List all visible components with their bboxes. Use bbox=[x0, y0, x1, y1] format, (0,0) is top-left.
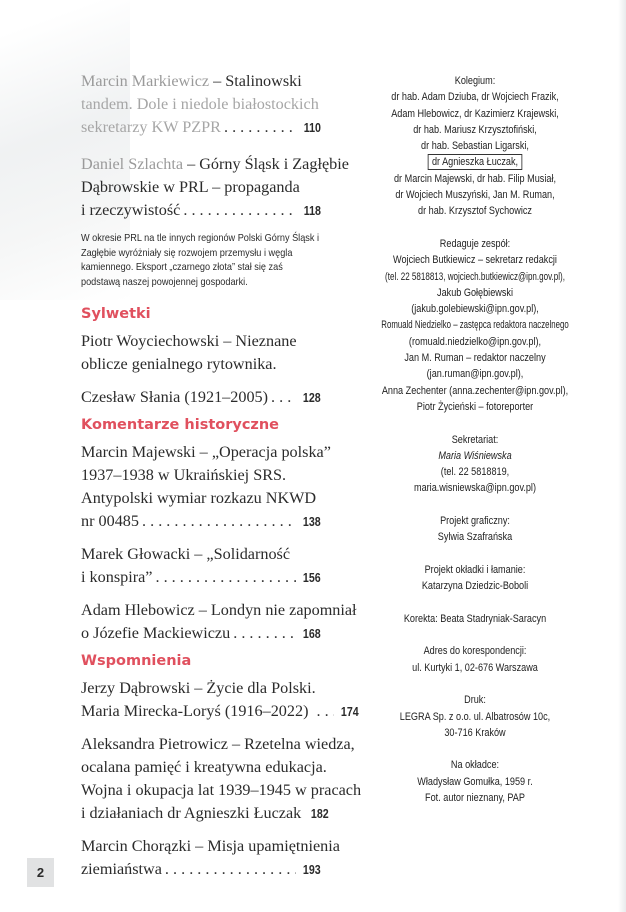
toc-title-line: oblicze genialnego rytownika. bbox=[81, 355, 277, 373]
toc-title-line: ziemiaństwa bbox=[81, 860, 162, 878]
masthead-line: dr hab. Mariusz Krzysztofiński, bbox=[413, 123, 537, 136]
masthead-korekta bbox=[345, 611, 605, 627]
masthead-druk bbox=[345, 692, 605, 741]
toc-page-number: 174 bbox=[341, 704, 360, 719]
toc-title-line: Wojna i okupacja lat 1939–1945 w pracach bbox=[81, 781, 362, 799]
toc-title-line: o Józefie Mackiewiczu bbox=[81, 624, 231, 642]
masthead-line: Korekta: Beata Stadryniak-Saracyn bbox=[403, 612, 547, 625]
page-edge-shadow bbox=[618, 0, 626, 912]
masthead-kolegium bbox=[345, 73, 605, 220]
masthead-heading: Druk: bbox=[464, 694, 486, 707]
toc-entry[interactable] bbox=[81, 441, 331, 533]
masthead-adres bbox=[345, 643, 605, 676]
toc-title-line: Czesław Słania (1921–2005) bbox=[81, 388, 269, 406]
toc-author: Marcin Markiewicz bbox=[81, 72, 210, 90]
page-number: 2 bbox=[27, 858, 54, 887]
masthead-heading: Adres do korespondencji: bbox=[423, 645, 527, 658]
masthead-line: dr Wojciech Muszyński, Jan M. Ruman, bbox=[395, 189, 555, 202]
masthead-heading: Na okładce: bbox=[450, 759, 500, 772]
masthead bbox=[345, 73, 605, 823]
toc-entry[interactable] bbox=[81, 599, 357, 645]
leader-dots bbox=[155, 566, 296, 589]
toc-title-line: Jerzy Dąbrowski – Życie dla Polski. bbox=[81, 679, 316, 697]
toc-title-line: ocalana pamięć i kreatywna edukacja. bbox=[81, 758, 327, 776]
toc-page-number: 193 bbox=[303, 862, 321, 877]
toc-title-line: Marcin Majewski – „Operacja polska” bbox=[81, 443, 331, 461]
leader-dots bbox=[183, 199, 297, 222]
toc-title-line: Maria Mirecka-Loryś (1916–2022) bbox=[81, 702, 309, 720]
masthead-line: 30-716 Kraków bbox=[444, 726, 506, 739]
highlighted-name-box: dr Agnieszka Łuczak, bbox=[428, 154, 523, 170]
toc-title-line: Adam Hlebowicz – Londyn nie zapomniał bbox=[81, 601, 357, 619]
toc-title-line: Piotr Woyciechowski – Nieznane bbox=[81, 332, 297, 350]
masthead-line: Wojciech Butkiewicz – sekretarz redakcji bbox=[393, 254, 557, 267]
masthead-line[interactable]: (tel. 22 5818813, wojciech.butkiewicz@ipn.gov.pl), bbox=[385, 270, 565, 283]
toc-title-line: i działaniach dr Agnieszki Łuczak bbox=[81, 804, 302, 822]
masthead-heading: Redaguje zespół: bbox=[439, 237, 511, 250]
toc-page-number: 128 bbox=[303, 390, 321, 405]
section-heading-sylwetki: Sylwetki bbox=[81, 306, 151, 322]
toc-entry[interactable] bbox=[81, 70, 321, 139]
masthead-line: dr hab. Sebastian Ligarski, bbox=[421, 140, 529, 153]
toc-title-line: Antypolski wymiar rozkazu NKWD bbox=[81, 489, 317, 507]
leader-dots bbox=[224, 116, 297, 139]
masthead-line[interactable]: (jakub.golebiewski@ipn.gov.pl), bbox=[411, 303, 539, 316]
section-heading-wspomnienia: Wspomnienia bbox=[81, 653, 192, 669]
toc-title-line: Dąbrowskie w PRL – propaganda bbox=[81, 178, 300, 196]
masthead-line: Sylwia Szafrańska bbox=[437, 531, 513, 544]
masthead-line: dr hab. Krzysztof Sychowicz bbox=[418, 205, 532, 218]
masthead-line: dr hab. Adam Dziuba, dr Wojciech Frazik, bbox=[391, 91, 559, 104]
masthead-heading: Kolegium: bbox=[454, 75, 496, 87]
masthead-zespol bbox=[345, 236, 605, 415]
toc-title-line: – Stalinowski bbox=[213, 72, 302, 90]
masthead-line[interactable]: (romuald.niedzielko@ipn.gov.pl), bbox=[408, 335, 542, 348]
toc-author: Daniel Szlachta bbox=[81, 155, 184, 173]
masthead-line: Władysław Gomułka, 1959 r. bbox=[417, 775, 533, 788]
toc-title-line: Aleksandra Pietrowicz – Rzetelna wiedza, bbox=[81, 735, 355, 753]
masthead-okladka bbox=[345, 562, 605, 595]
toc-entry[interactable] bbox=[81, 153, 349, 222]
toc-title-line: i rzeczywistość bbox=[81, 201, 181, 219]
masthead-line: Piotr Życieński – fotoreporter bbox=[416, 400, 534, 413]
masthead-line[interactable]: Anna Zechenter (anna.zechenter@ipn.gov.pl), bbox=[381, 384, 569, 397]
masthead-na-okladce bbox=[345, 757, 605, 806]
masthead-line[interactable]: (jan.ruman@ipn.gov.pl), bbox=[426, 368, 524, 381]
toc-entry[interactable] bbox=[81, 835, 340, 881]
masthead-sekretariat bbox=[345, 432, 605, 497]
masthead-line: Fot. autor nieznany, PAP bbox=[425, 792, 525, 805]
masthead-heading: Sekretariat: bbox=[451, 433, 499, 446]
toc-title-line: – Górny Śląsk i Zagłębie bbox=[187, 155, 349, 173]
masthead-line[interactable]: maria.wisniewska@ipn.gov.pl) bbox=[413, 482, 536, 495]
toc-title-line: Marek Głowacki – „Solidarność bbox=[81, 545, 291, 563]
masthead-line: Romuald Niedzielko – zastępca redaktora naczelnego bbox=[381, 319, 569, 332]
section-heading-komentarze: Komentarze historyczne bbox=[81, 417, 280, 433]
masthead-line: Maria Wiśniewska bbox=[438, 449, 512, 462]
masthead-heading: Projekt graficzny: bbox=[440, 515, 510, 528]
table-of-contents bbox=[81, 70, 362, 891]
toc-title-line: sekretarzy KW PZPR bbox=[81, 118, 221, 136]
toc-entry[interactable] bbox=[81, 543, 321, 589]
leader-dots bbox=[271, 386, 296, 409]
toc-entry[interactable] bbox=[81, 677, 360, 723]
toc-title-line: tandem. Dole i niedole białostockich bbox=[81, 95, 319, 113]
toc-entry[interactable] bbox=[81, 733, 362, 825]
toc-title-line: nr 00485 bbox=[81, 512, 139, 530]
toc-title-line: Marcin Chorązki – Misja upamiętnienia bbox=[81, 837, 340, 855]
toc-entry[interactable] bbox=[81, 386, 321, 409]
leader-dots bbox=[142, 510, 296, 533]
toc-page-number: 182 bbox=[311, 806, 329, 821]
masthead-projekt bbox=[345, 513, 605, 546]
masthead-line: Adam Hlebowicz, dr Kazimierz Krajewski, bbox=[391, 107, 559, 120]
masthead-line: dr Marcin Majewski, dr hab. Filip Musiał, bbox=[393, 172, 557, 185]
leader-dots bbox=[165, 858, 296, 881]
leader-dots bbox=[233, 622, 296, 645]
toc-title-line: 1937–1938 w Ukraińskiej SRS. bbox=[81, 466, 287, 484]
toc-page-number: 156 bbox=[303, 570, 321, 585]
toc-page-number: 110 bbox=[303, 120, 321, 135]
masthead-line: ul. Kurtyki 1, 02-676 Warszawa bbox=[412, 661, 538, 674]
masthead-line: Katarzyna Dziedzic-Boboli bbox=[421, 580, 529, 593]
lead-paragraph: W okresie PRL na tle innych regionów Polski Górny Śląsk i Zagłębie wyróżniały się rozwojem przemysłu i węgla kamiennego. Eksport „czarnego złota” stał się zaś podstawą naszej powojennej gospodarki. bbox=[81, 233, 320, 288]
masthead-line: (tel. 22 5818819, bbox=[440, 466, 510, 479]
masthead-line: Jan M. Ruman – redaktor naczelny bbox=[404, 352, 546, 365]
leader-dots bbox=[316, 700, 334, 723]
toc-entry[interactable] bbox=[81, 330, 321, 376]
toc-page-number: 168 bbox=[303, 626, 321, 641]
masthead-line: Jakub Gołębiewski bbox=[437, 286, 513, 299]
toc-title-line: i konspira” bbox=[81, 568, 153, 586]
masthead-line: LEGRA Sp. z o.o. ul. Albatrosów 10c, bbox=[399, 710, 551, 723]
toc-page-number: 138 bbox=[303, 514, 321, 529]
toc-page-number: 118 bbox=[303, 203, 321, 218]
masthead-heading: Projekt okładki i łamanie: bbox=[424, 563, 526, 576]
